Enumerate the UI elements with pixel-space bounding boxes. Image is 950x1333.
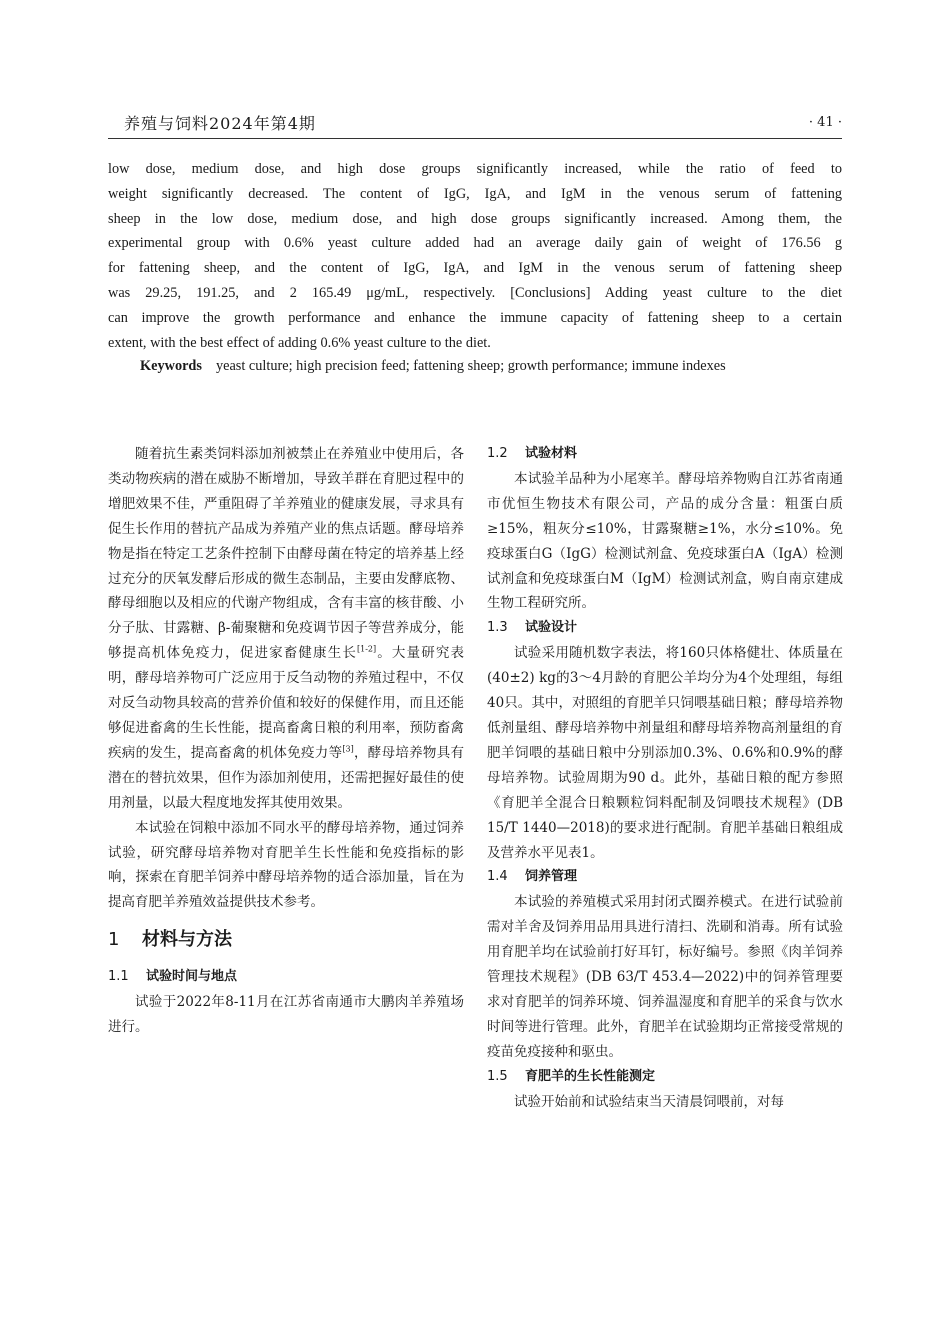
journal-title: 养殖与饲料2024年第4期 (124, 114, 316, 133)
english-abstract (108, 157, 842, 355)
page-number: · 41 · (808, 115, 842, 130)
abstract-line: sheep in the low dose, medium dose, and high dose groups significantly increased. Among them, the (108, 210, 842, 227)
keywords (108, 354, 842, 379)
intro-paragraph-2: 本试验在饲粮中添加不同水平的酵母培养物，通过饲养试验，研究酵母培养物对育肥羊生长性能和免疫指标的影响，探索在育肥羊饲养中酵母培养物的适合添加量，旨在为提高育肥羊养殖效益提供技术参考。 (108, 819, 464, 911)
keywords-label: Keywords (140, 358, 202, 374)
subsection-heading-1-1: 1.1 试验时间与地点 (108, 969, 238, 985)
abstract-line: extent, with the best effect of adding 0.6% yeast culture to the diet. (108, 334, 491, 351)
keywords-text: yeast culture; high precision feed; fattening sheep; growth performance; immune indexes (215, 358, 726, 374)
abstract-line: was 29.25, 191.25, and 2 165.49 μg/mL, respectively. [Conclusions] Adding yeast culture to the diet (108, 284, 842, 301)
running-header (108, 108, 842, 136)
citation: [1-2] (357, 644, 377, 654)
section-1-5-text: 试验开始前和试验结束当天清晨饲喂前，对每 (514, 1093, 784, 1110)
citation: [3] (342, 744, 354, 754)
abstract-line: can improve the growth performance and enhance the immune capacity of fattening sheep to a certain (108, 309, 842, 326)
abstract-line: for fattening sheep, and the content of IgG, IgA, and IgM in the venous serum of fattening sheep (108, 260, 842, 277)
abstract-line: experimental group with 0.6% yeast culture added had an average daily gain of weight of 176.56 g (108, 235, 842, 252)
abstract-line: low dose, medium dose, and high dose groups significantly increased, while the ratio of feed to (108, 161, 842, 177)
left-column (108, 442, 464, 1040)
subsection-heading-1-5: 1.5 育肥羊的生长性能测定 (487, 1068, 656, 1084)
abstract-line: weight significantly decreased. The content of IgG, IgA, and IgM in the venous serum of fattening (108, 185, 842, 202)
section-1-2-text: 本试验羊品种为小尾寒羊。酵母培养物购自江苏省南通市优恒生物技术有限公司，产品的成分含量：粗蛋白质≥15%，粗灰分≤10%，甘露聚糖≥1%，水分≤10%。免疫球蛋白G（IgG）检测试剂盒、免疫球蛋白A（IgA）检测试剂盒和免疫球蛋白M（IgM）检测试剂盒，购自南京建成生物工程研究所。 (487, 470, 843, 612)
subsection-heading-1-4: 1.4 饲养管理 (487, 869, 578, 885)
subsection-heading-1-3: 1.3 试验设计 (487, 620, 578, 636)
section-1-4-text: 本试验的养殖模式采用封闭式圈养模式。在进行试验前需对羊舍及饲养用品用具进行清扫、洗刷和消毒。所有试验用育肥羊均在试验前打好耳钉，标好编号。参照《肉羊饲养管理技术规程》(DB 63/T 453.4—2022)中的饲养管理要求对育肥羊的饲养环境、饲养温湿度和育肥羊的采食与饮水时间等进行管理。此外，育肥羊在试验期均正常接受常规的疫苗免疫接种和驱虫。 (487, 894, 843, 1060)
subsection-heading-1-2: 1.2 试验材料 (487, 446, 578, 461)
section-heading-1: 1 材料与方法 (108, 929, 232, 951)
header-rule (108, 138, 842, 139)
intro-paragraph-1: 随着抗生素类饲料添加剂被禁止在养殖业中使用后，各类动物疾病的潜在威胁不断增加，导致羊群在育肥过程中的增肥效果不佳，严重阻碍了羊养殖业的健康发展，寻求具有促生长作用的替抗产品成为养殖产业的焦点话题。酵母培养物是指在特定工艺条件控制下由酵母菌在特定的培养基上经过充分的厌氧发酵后形成的微生态制品，主要由发酵底物、酵母细胞以及相应的代谢产物组成，含有丰富的核苷酸、小分子肽、甘露糖、β-葡聚糖和免疫调节因子等营养成分，能够提高机体免疫力，促进家畜健康生长[1-2]。大量研究表明，酵母培养物可广泛应用于反刍动物的养殖过程中，不仅对反刍动物具较高的营养价值和较好的保健作用，而且还能够促进畜禽的生长性能，提高畜禽日粮的利用率，预防畜禽疾病的发生，提高畜禽的机体免疫力等[3]，酵母培养物具有潜在的替抗效果，但作为添加剂使用，还需把握好最佳的使用剂量，以最大程度地发挥其使用效果。 (108, 446, 465, 811)
section-1-1-text: 试验于2022年8-11月在江苏省南通市大鹏肉羊养殖场进行。 (108, 994, 464, 1036)
right-column (487, 442, 843, 1114)
section-1-3-text: 试验采用随机数字表法，将160只体格健壮、体质量在(40±2) kg的3～4月龄的育肥公羊均分为4个处理组，每组40只。其中，对照组的育肥羊只饲喂基础日粮；酵母培养物低剂量组、酵母培养物中剂量组和酵母培养物高剂量组的育肥羊饲喂的基础日粮中分别添加0.3%、0.6%和0.9%的酵母培养物。试验周期为90 d。此外，基础日粮的配方参照《育肥羊全混合日粮颗粒饲料配制及饲喂技术规程》(DB 15/T 1440—2018)的要求进行配制。育肥羊基础日粮组成及营养水平见表1。 (487, 645, 843, 861)
